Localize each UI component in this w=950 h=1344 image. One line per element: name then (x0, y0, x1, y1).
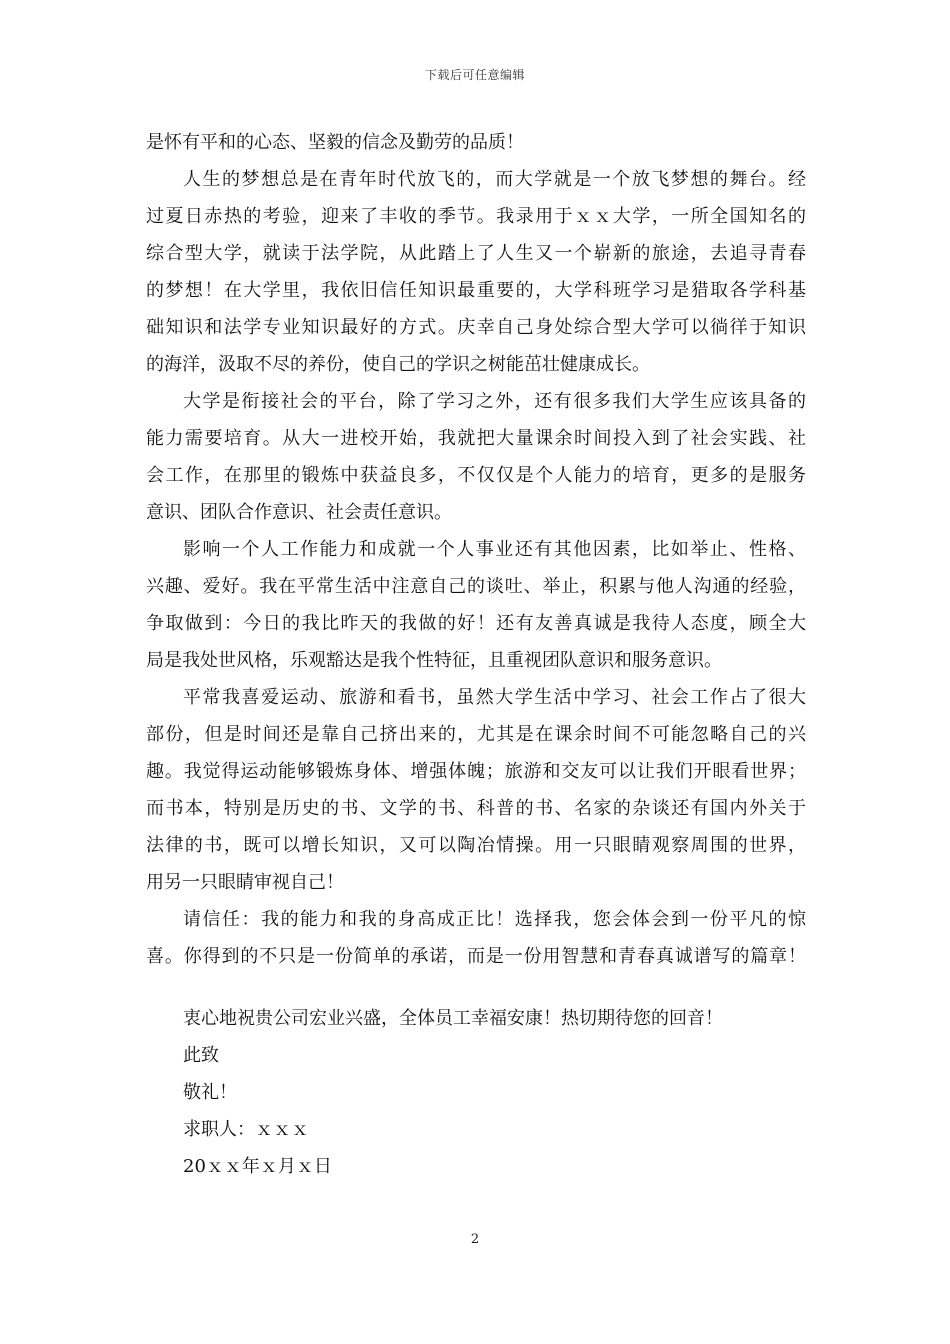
page-header: 下载后可任意编辑 (424, 68, 525, 82)
signature: 求职人：ｘｘｘ (183, 1119, 309, 1140)
salutation-line-2: 敬礼！ (183, 1082, 237, 1103)
paragraph (146, 383, 806, 531)
text-line: 法律的书，既可以增长知识，又可以陶冶情操。用一只眼睛观察周围的世界， (146, 835, 806, 856)
paragraph (146, 679, 806, 901)
text-line: 争取做到：今日的我比昨天的我做的好！还有友善真诚是我待人态度，顾全大 (146, 613, 806, 634)
letter-closing (146, 1000, 806, 1185)
letter-body (146, 124, 806, 1185)
text-line: 过夏日赤热的考验，迎来了丰收的季节。我录用于ｘｘ大学，一所全国知名的 (146, 206, 806, 227)
paragraph (146, 124, 806, 161)
text-line: 的海洋，汲取不尽的养份，使自己的学识之树能茁壮健康成长。 (146, 354, 650, 375)
text-line: 的梦想！在大学里，我依旧信任知识最重要的，大学科班学习是猎取各学科基 (146, 280, 806, 301)
text-line: 能力需要培育。从大一进校开始，我就把大量课余时间投入到了社会实践、社 (146, 428, 806, 449)
text-line: 是怀有平和的心态、坚毅的信念及勤劳的品质！ (146, 132, 524, 153)
text-line: 喜。你得到的不只是一份简单的承诺，而是一份用智慧和青春真诚谱写的篇章！ (146, 946, 806, 967)
text-line: 兴趣、爱好。我在平常生活中注意自己的谈吐、举止，积累与他人沟通的经验， (146, 576, 806, 597)
text-line: 局是我处世风格，乐观豁达是我个性特征，且重视团队意识和服务意识。 (146, 650, 722, 671)
text-line: 影响一个人工作能力和成就一个人事业还有其他因素，比如举止、性格、 (183, 539, 806, 560)
salutation-line-1: 此致 (183, 1045, 219, 1066)
text-line: 会工作，在那里的锻炼中获益良多，不仅仅是个人能力的培育，更多的是服务 (146, 465, 806, 486)
paragraph (146, 531, 806, 679)
text-line: 意识、团队合作意识、社会责任意识。 (146, 502, 452, 523)
text-line: 大学是衔接社会的平台，除了学习之外，还有很多我们大学生应该具备的 (183, 391, 806, 412)
text-line: 础知识和法学专业知识最好的方式。庆幸自己身处综合型大学可以徜徉于知识 (146, 317, 806, 338)
text-line: 而书本，特别是历史的书、文学的书、科普的书、名家的杂谈还有国内外关于 (146, 798, 806, 819)
page-number: 2 (470, 1232, 480, 1247)
closing-wish: 衷心地祝贵公司宏业兴盛，全体员工幸福安康！热切期待您的回音！ (183, 1008, 723, 1029)
text-line: 用另一只眼睛审视自己！ (146, 872, 344, 893)
text-line: 趣。我觉得运动能够锻炼身体、增强体魄；旅游和交友可以让我们开眼看世界； (146, 761, 806, 782)
paragraph (146, 161, 806, 383)
letter-date: 20ｘｘ年ｘ月ｘ日 (183, 1156, 332, 1177)
text-line: 部份，但是时间还是靠自己挤出来的，尤其是在课余时间不可能忽略自己的兴 (146, 724, 806, 745)
text-line: 平常我喜爱运动、旅游和看书，虽然大学生活中学习、社会工作占了很大 (183, 687, 806, 708)
paragraph (146, 901, 806, 975)
text-line: 请信任：我的能力和我的身高成正比！选择我，您会体会到一份平凡的惊 (183, 909, 806, 930)
text-line: 人生的梦想总是在青年时代放飞的，而大学就是一个放飞梦想的舞台。经 (183, 169, 806, 190)
spacer (146, 975, 806, 1000)
text-line: 综合型大学，就读于法学院，从此踏上了人生又一个崭新的旅途，去追寻青春 (146, 243, 806, 264)
